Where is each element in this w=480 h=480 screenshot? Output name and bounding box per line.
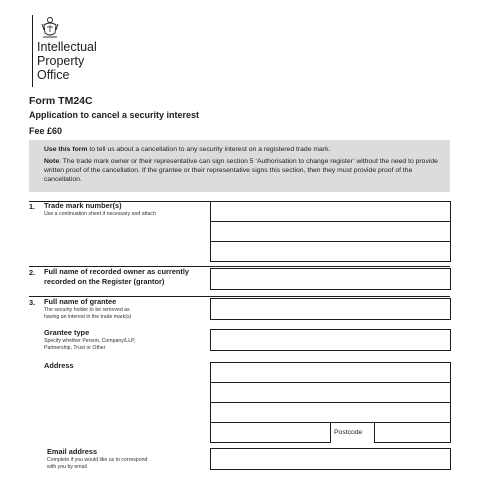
q1-number: 1. xyxy=(29,202,36,211)
q2-label-line-2: recorded on the Register (grantor) xyxy=(44,277,165,286)
q2-number: 2. xyxy=(29,268,36,277)
address-line-4-field[interactable] xyxy=(210,422,331,443)
grantee-type-help-line-1: Specify whether Person, Company/LLP, xyxy=(44,338,136,344)
logo-rule xyxy=(32,15,33,87)
notice-use-text: Use this form to tell us about a cancellation to any security interest on a registered trade mark. xyxy=(44,146,331,153)
notice-box xyxy=(29,140,450,192)
q3-help-line-2: having an interest in the trade mark(s) xyxy=(44,314,132,320)
grantee-name-field[interactable] xyxy=(210,298,451,320)
logo-line-3: Office xyxy=(37,68,70,82)
grantee-type-help-line-2: Partnership, Trust or Other xyxy=(44,345,106,351)
ipo-logo-text xyxy=(37,40,97,82)
email-help-line-2: with you by email xyxy=(47,464,87,470)
royal-crest-icon xyxy=(40,16,60,40)
email-label: Email address xyxy=(47,447,98,456)
address-line-3-field[interactable] xyxy=(210,402,451,423)
q3-number: 3. xyxy=(29,298,36,307)
form-title: Application to cancel a security interest xyxy=(29,110,200,120)
postcode-label: Postcode xyxy=(334,429,363,436)
trade-mark-number-field-3[interactable] xyxy=(210,241,451,262)
email-help-line-1: Complete if you would like us to correspond xyxy=(47,457,148,463)
grantee-type-label: Grantee type xyxy=(44,328,90,337)
grantee-type-field[interactable] xyxy=(210,329,451,351)
logo-line-2: Property xyxy=(37,54,85,68)
q1-help: Use a continuation sheet if necessary and attach xyxy=(44,211,156,217)
q2-label-line-1: Full name of recorded owner as currently xyxy=(44,267,189,276)
q3-label: Full name of grantee xyxy=(44,297,117,306)
logo-line-1: Intellectual xyxy=(37,40,97,54)
address-line-1-field[interactable] xyxy=(210,362,451,383)
form-fee: Fee £60 xyxy=(29,126,63,136)
form-code: Form TM24C xyxy=(29,95,93,107)
q1-label: Trade mark number(s) xyxy=(44,201,122,210)
trade-mark-number-field-2[interactable] xyxy=(210,221,451,242)
email-field[interactable] xyxy=(210,448,451,470)
owner-name-field[interactable] xyxy=(210,268,451,290)
postcode-field[interactable] xyxy=(374,422,451,443)
q3-help-line-1: The security holder to be removed as xyxy=(44,307,130,313)
notice-note-text: Note: The trade mark owner or their representative can sign section 5 ‘Authorisation to change register’ without the need to provide written proof of the cancellation. If the grantee or their representative signs this section, then they must provide proof of the cancellation. xyxy=(44,158,438,183)
address-line-2-field[interactable] xyxy=(210,382,451,403)
trade-mark-number-field-1[interactable] xyxy=(210,201,451,222)
address-label: Address xyxy=(44,361,74,370)
